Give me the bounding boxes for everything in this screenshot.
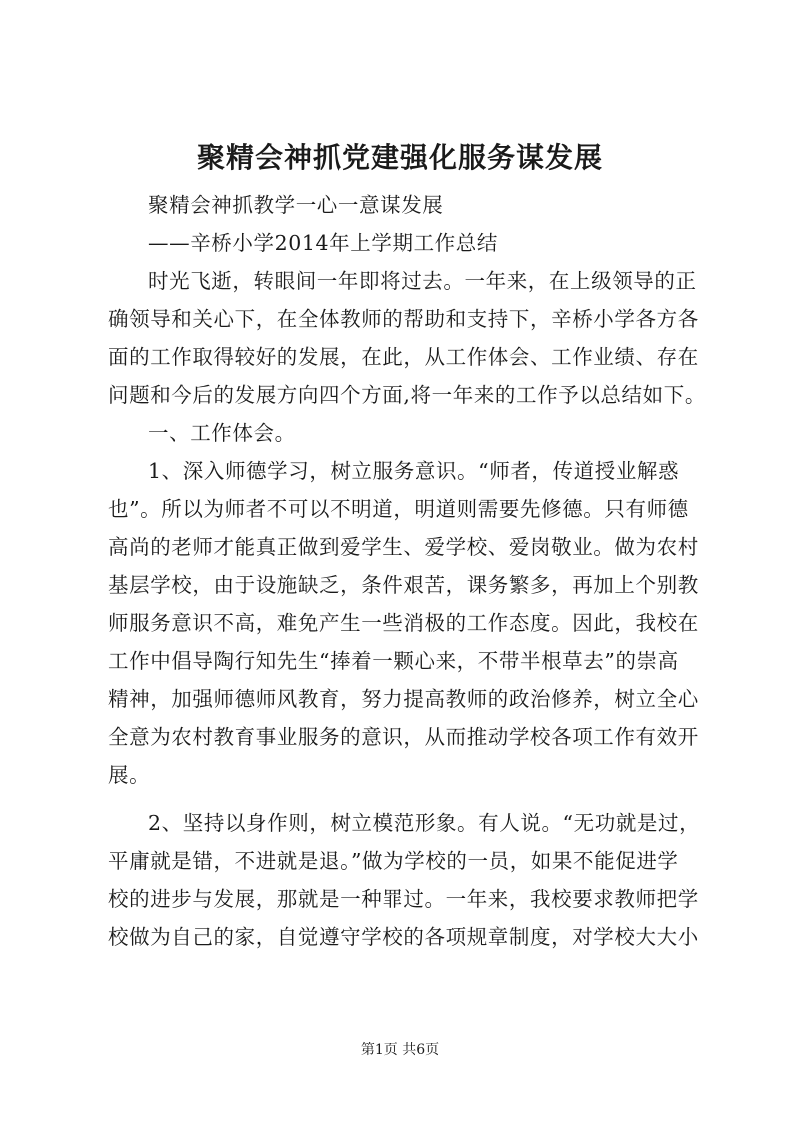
paragraph-line: 确领导和关心下，在全体教师的帮助和支持下，辛桥小学各方各 xyxy=(108,307,699,331)
paragraph-line: 平庸就是错，不进就是退。”做为学校的一员，如果不能促进学 xyxy=(108,849,679,873)
paragraph-line: 展。 xyxy=(108,763,151,787)
paragraph-line: 精神，加强师德师风教育，努力提高教师的政治修养，树立全心 xyxy=(108,687,699,711)
document-title: 聚精会神抓党建强化服务谋发展 xyxy=(196,141,603,174)
subtitle-line: 聚精会神抓教学一心一意谋发展 xyxy=(148,193,444,217)
paragraph-line: 也”。所以为师者不可以不明道，明道则需要先修德。只有师德 xyxy=(108,497,689,521)
paragraph-line: 2、坚持以身作则，树立模范形象。有人说。“无功就是过， xyxy=(148,811,701,835)
paragraph-line: 面的工作取得较好的发展，在此，从工作体会、工作业绩、存在 xyxy=(108,345,699,369)
paragraph-line: 1、深入师德学习，树立服务意识。“师者，传道授业解惑 xyxy=(148,459,680,483)
paragraph-spacer xyxy=(108,794,716,804)
paragraph-line: 校做为自己的家，自觉遵守学校的各项规章制度，对学校大大小 xyxy=(108,925,699,949)
subtitle-line: ——辛桥小学2014年上学期工作总结 xyxy=(148,231,498,255)
paragraph-line: 师服务意识不高，难免产生一些消极的工作态度。因此，我校在 xyxy=(108,611,699,635)
document-body xyxy=(108,186,716,956)
paragraph-line: 时光飞逝，转眼间一年即将过去。一年来，在上级领导的正 xyxy=(148,269,697,293)
paragraph-line: 基层学校，由于设施缺乏，条件艰苦，课务繁多，再加上个别教 xyxy=(108,573,699,597)
paragraph-line: 工作中倡导陶行知先生“捧着一颗心来，不带半根草去”的崇高 xyxy=(108,649,679,673)
paragraph-line: 全意为农村教育事业服务的意识，从而推动学校各项工作有效开 xyxy=(108,725,699,749)
paragraph-line: 高尚的老师才能真正做到爱学生、爱学校、爱岗敬业。做为农村 xyxy=(108,535,699,559)
page-footer: 第1页 共6页 xyxy=(360,1042,440,1058)
paragraph-line: 校的进步与发展，那就是一种罪过。一年来，我校要求教师把学 xyxy=(108,887,699,911)
paragraph-line: 问题和今后的发展方向四个方面,将一年来的工作予以总结如下。 xyxy=(108,383,706,407)
section-heading: 一、工作体会。 xyxy=(148,421,296,445)
